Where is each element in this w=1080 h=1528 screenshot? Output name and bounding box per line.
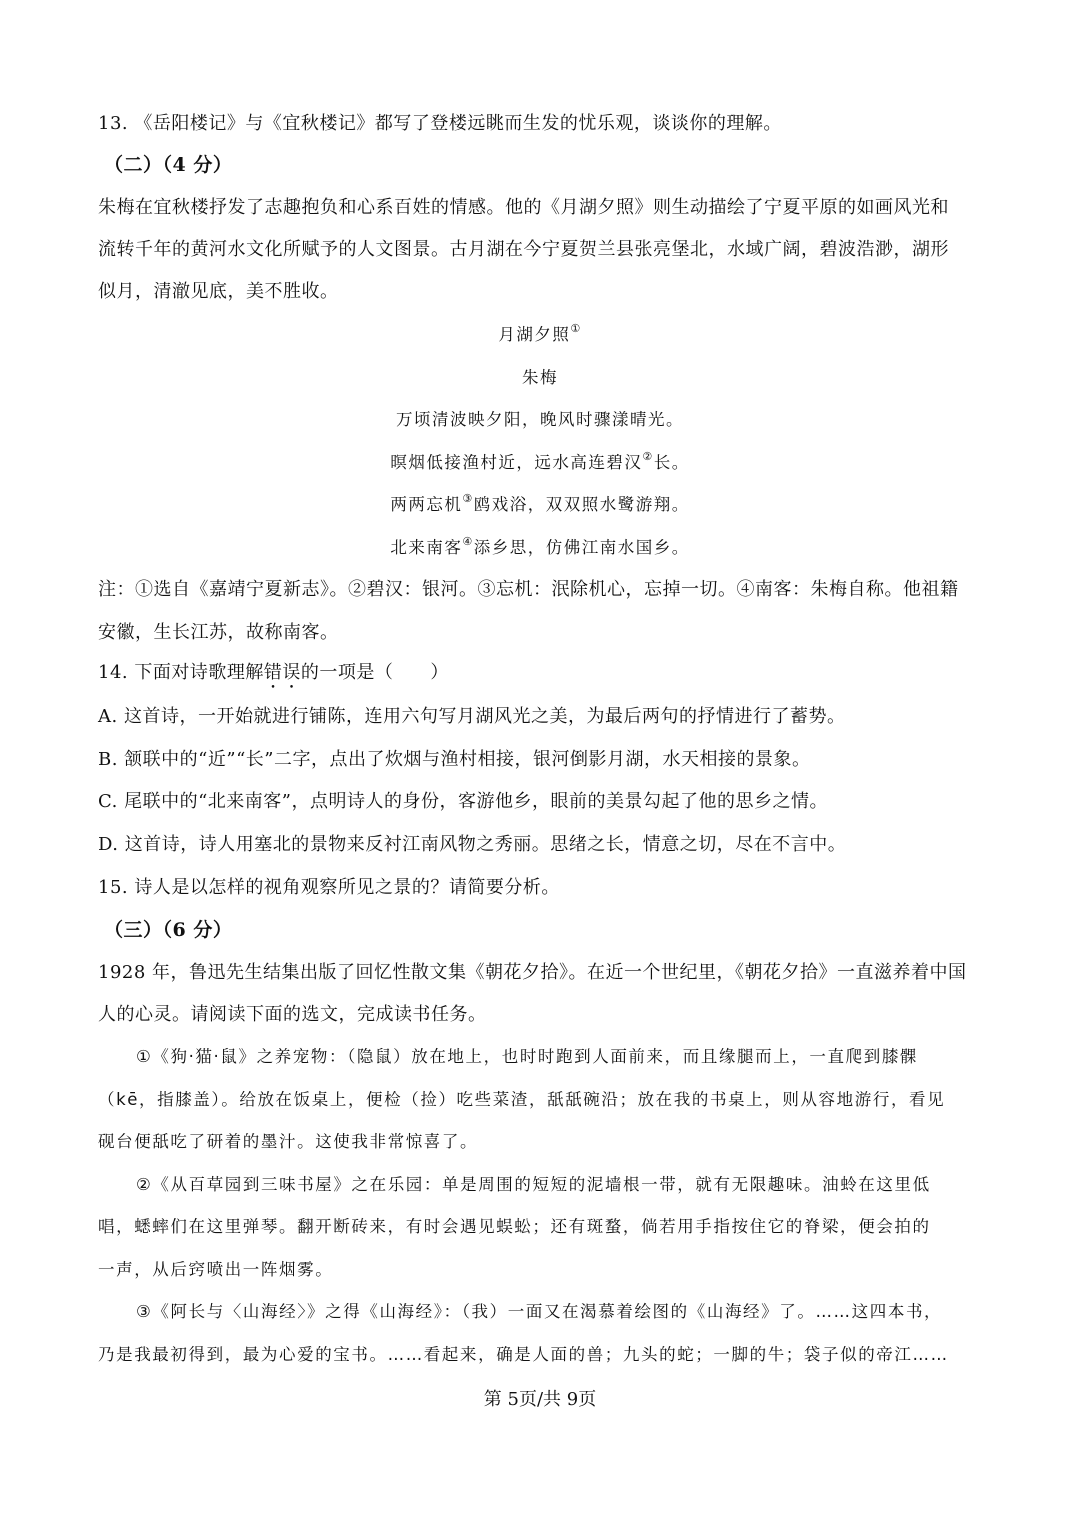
passage-1-line-3: 砚台便舐吃了研着的墨汁。这使我非常惊喜了。 <box>98 1132 479 1151</box>
poem-author: 朱梅 <box>522 368 558 387</box>
section-3-heading: （三）（6 分） <box>104 919 233 941</box>
option-c: C. 尾联中的“北来南客”，点明诗人的身份，客游他乡，眼前的美景勾起了他的思乡之情。 <box>98 791 828 812</box>
passage-2-line-3: 一声，从后窍喷出一阵烟雾。 <box>98 1260 334 1279</box>
question-14: 14. 下面对诗歌理解错误的一项是（ ） <box>98 662 449 683</box>
passage-3-line-2: 乃是我最初得到，最为心爱的宝书。……看起来，确是人面的兽；九头的蛇；一脚的牛；袋子似的帝江…… <box>98 1345 949 1364</box>
option-d: D. 这首诗，诗人用塞北的景物来反衬江南风物之秀丽。思绪之长，情意之切，尽在不言中。 <box>98 834 847 855</box>
option-a: A. 这首诗，一开始就进行铺陈，连用六句写月湖风光之美，为最后两句的抒情进行了蓄势。 <box>98 706 846 727</box>
passage-1-line-2: （kē，指膝盖）。给放在饭桌上，便检（捡）吃些菜渣，舐舐碗沿；放在我的书桌上，则从容地游行，看见 <box>98 1090 946 1109</box>
question-13: 13. 《岳阳楼记》与《宜秋楼记》都写了登楼远眺而生发的忧乐观，谈谈你的理解。 <box>98 113 782 134</box>
page-footer: 第 5页/共 9页 <box>483 1389 597 1410</box>
intro-2-line-3: 似月，清澈见底，美不胜收。 <box>98 281 339 302</box>
passage-2-line-1: ②《从百草园到三味书屋》之在乐园：单是周围的短短的泥墙根一带，就有无限趣味。油蛉在这里低 <box>136 1175 931 1194</box>
poem-line-4: 北来南客④添乡思，仿佛江南水国乡。 <box>390 534 690 557</box>
section-2-heading: （二）（4 分） <box>104 154 233 176</box>
question-15: 15. 诗人是以怎样的视角观察所见之景的？请简要分析。 <box>98 877 560 898</box>
poem-title: 月湖夕照① <box>498 321 582 344</box>
notes-line-1: 注：①选自《嘉靖宁夏新志》。②碧汉：银河。③忘机：泯除机心，忘掉一切。④南客：朱梅自称。他祖籍 <box>98 579 959 600</box>
intro-2-line-2: 流转千年的黄河水文化所赋予的人文图景。古月湖在今宁夏贺兰县张亮堡北，水域广阔，碧波浩渺，湖形 <box>98 239 949 260</box>
notes-line-2: 安徽，生长江苏，故称南客。 <box>98 622 339 643</box>
poem-line-2: 暝烟低接渔村近，远水高连碧汉②长。 <box>390 449 690 472</box>
intro-3-line-1: 1928 年，鲁迅先生结集出版了回忆性散文集《朝花夕拾》。在近一个世纪里，《朝花夕拾》一直滋养着中国 <box>98 962 967 983</box>
poem-line-1: 万顷清波映夕阳，晚风时骤漾晴光。 <box>396 410 684 429</box>
option-b: B. 颔联中的“近”“长”二字，点出了炊烟与渔村相接，银河倒影月湖，水天相接的景象。 <box>98 749 811 770</box>
poem-line-3: 两两忘机③鸥戏浴，双双照水鹭游翔。 <box>390 491 690 514</box>
intro-3-line-2: 人的心灵。请阅读下面的选文，完成读书任务。 <box>98 1004 487 1025</box>
passage-2-line-2: 唱，蟋蟀们在这里弹琴。翻开断砖来，有时会遇见蜈蚣；还有斑蝥，倘若用手指按住它的脊梁，便会拍的 <box>98 1217 931 1236</box>
passage-1-line-1: ①《狗·猫·鼠》之养宠物：（隐鼠）放在地上，也时时跑到人面前来，而且缘腿而上，一直爬到膝髁 <box>136 1047 919 1066</box>
intro-2-line-1: 朱梅在宜秋楼抒发了志趣抱负和心系百姓的情感。他的《月湖夕照》则生动描绘了宁夏平原的如画风光和 <box>98 197 949 218</box>
passage-3-line-1: ③《阿长与〈山海经〉》之得《山海经》：（我）一面又在渴慕着绘图的《山海经》了。……这四本书， <box>136 1302 943 1321</box>
